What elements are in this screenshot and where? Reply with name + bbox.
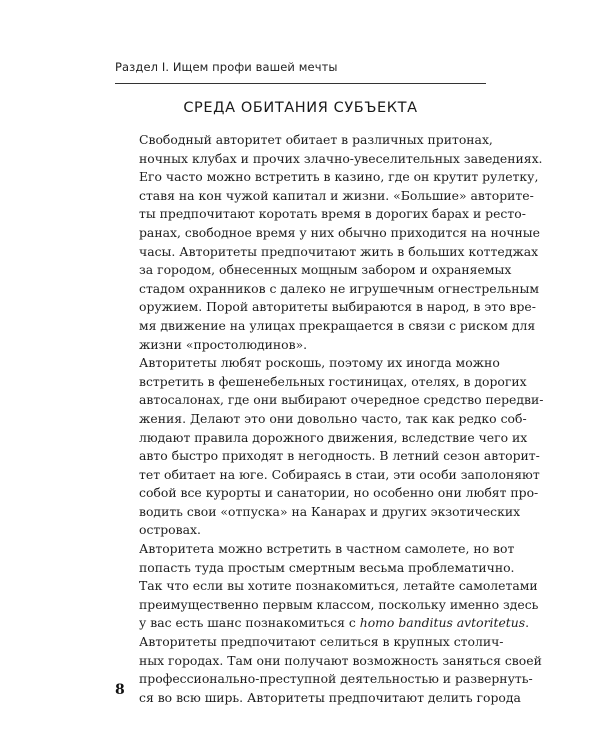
- text-line: ся во всю ширь. Авторитеты предпочитают делить города: [139, 689, 521, 705]
- text-line: мя движение на улицах прекращается в связи с риском для: [139, 317, 536, 333]
- text-line: водить свои «отпуска» на Канарах и других экзотических: [139, 503, 521, 519]
- text-line: ставя на кон чужой капитал и жизни. «Большие» авторите-: [139, 187, 534, 203]
- paragraph-1: [115, 131, 543, 354]
- text-line: авто быстро приходят в негодность. В летний сезон авторит-: [139, 448, 540, 464]
- paragraph-3: [115, 540, 539, 633]
- header-rule: [115, 83, 486, 84]
- text-line: людают правила дорожного движения, вследствие чего их: [139, 429, 528, 445]
- text-line: ты предпочитают коротать время в дорогих барах и ресто-: [139, 206, 526, 222]
- text-line: Авторитета можно встретить в частном самолете, но вот: [139, 541, 515, 557]
- paragraph-4: [115, 633, 542, 707]
- text-line: профессионально-преступной деятельностью и развернуть-: [139, 671, 533, 687]
- text-line: тет обитает на юге. Собираясь в стаи, эти особи заполоняют: [139, 466, 540, 482]
- text-line: часы. Авторитеты предпочитают жить в больших коттеджах: [139, 243, 539, 259]
- text-line: оружием. Порой авторитеты выбираются в народ, в это вре-: [139, 299, 536, 315]
- text-line: жизни «простолюдинов».: [139, 336, 308, 352]
- paragraph-2: [115, 354, 544, 540]
- text-line: жения. Делают это они довольно часто, так как редко соб-: [139, 410, 527, 426]
- text-line: островах.: [139, 522, 201, 538]
- page-number: 8: [115, 682, 125, 698]
- latin-term: homo banditus avtoritetus: [359, 615, 526, 631]
- text-line: ранах, свободное время у них обычно приходится на ночные: [139, 224, 540, 240]
- text-line: ных городах. Там они получают возможность заняться своей: [139, 652, 542, 668]
- text-line: встретить в фешенебельных гостиницах, отелях, в дорогих: [139, 373, 527, 389]
- body-text: [115, 131, 544, 707]
- text-line: [115, 614, 530, 633]
- text-line: автосалонах, где они выбирают очередное средство передви-: [139, 392, 544, 408]
- text-line: стадом охранников с далеко не игрушечным огнестрельным: [139, 280, 539, 296]
- text-line: за городом, обнесенных мощным забором и охраняемых: [139, 262, 512, 278]
- text-line: преимущественно первым классом, поскольку именно здесь: [139, 596, 539, 612]
- section-title: СРЕДА ОБИТАНИЯ СУБЪЕКТА: [183, 100, 418, 116]
- running-head: Раздел I. Ищем профи вашей мечты: [115, 60, 338, 74]
- text-line: собой все курорты и санатории, но особенно они любят про-: [139, 485, 539, 501]
- text-line: Так что если вы хотите познакомиться, летайте самолетами: [139, 578, 538, 594]
- text-line: попасть туда простым смертным весьма проблематично.: [139, 559, 515, 575]
- text-line: Свободный авторитет обитает в различных притонах,: [139, 132, 493, 147]
- text-line: Авторитеты любят роскошь, поэтому их иногда можно: [139, 355, 500, 371]
- text-line: Авторитеты предпочитают селиться в крупных столич-: [139, 634, 504, 650]
- text-line-end: .: [525, 615, 530, 631]
- text-line-start: у вас есть шанс познакомиться с: [139, 615, 360, 631]
- text-line: Его часто можно встретить в казино, где он крутит рулетку,: [139, 169, 539, 185]
- text-line: ночных клубах и прочих злачно-увеселительных заведениях.: [139, 150, 543, 166]
